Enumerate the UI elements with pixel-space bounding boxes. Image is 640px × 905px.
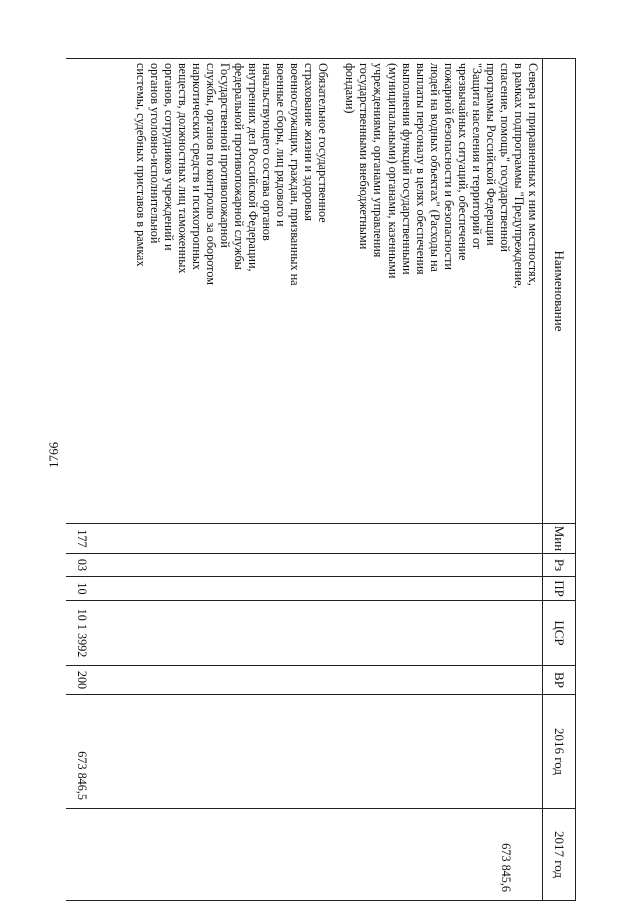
name-line: органов уголовно-исполнительной (147, 63, 162, 244)
name-line: чрезвычайных ситуаций, обеспечение (455, 63, 470, 261)
header-rz: Рз (543, 554, 576, 577)
page-number: 1766 (46, 442, 61, 468)
header-2016: 2016 год (543, 695, 576, 809)
name-line: системы, судебных приставов в рамках (133, 63, 148, 267)
header-vr: ВР (543, 666, 576, 695)
name-line: наркотических средств и психотропных (189, 63, 204, 271)
name-line: людей на водных объектах" (Расходы на (427, 63, 442, 272)
vr-value: 200 (75, 670, 89, 690)
pr-cell (66, 577, 543, 601)
name-line: Севера и приравненных к ним местностях, (526, 63, 540, 286)
name-line: "Защита населения и территорий от (469, 63, 484, 250)
rz-value: 03 (75, 558, 89, 572)
name-line: федеральной противопожарной службы (232, 63, 247, 270)
name-line: страхование жизни и здоровья (302, 63, 317, 222)
min-value: 177 (75, 529, 89, 548)
name-line: фондами) (343, 63, 358, 114)
header-2017: 2017 год (543, 809, 576, 901)
table-row (66, 59, 543, 901)
name-line: программы Российской Федерации (483, 63, 498, 246)
y2017-value: 673 845,6 (499, 843, 513, 892)
name-line: (муниципальными) органами, казенными (385, 63, 400, 279)
name-line: Государственной противопожарной (218, 63, 233, 248)
csr-value: 10 1 3992 (75, 608, 89, 658)
name-line: выплаты персоналу в целях обеспечения (413, 63, 428, 275)
name-line: учреждениями, органами управления (371, 63, 386, 258)
name-line: внутренних дел Российской Федерации, (246, 63, 261, 272)
min-cell (66, 524, 543, 554)
header-pr: ПР (543, 577, 576, 601)
rz-cell (66, 554, 543, 577)
name-line: начальствующего состава органов (260, 63, 275, 241)
name-line: военные сборы, лиц рядового и (274, 63, 289, 227)
name-line: пожарной безопасности и безопасности (441, 63, 456, 270)
name-line: органов, сотрудников учреждений и (161, 63, 176, 251)
vr-cell (66, 666, 543, 695)
table-header-row (543, 59, 576, 901)
budget-table (66, 58, 576, 901)
y2017-cell (66, 809, 543, 901)
row1-name (343, 63, 540, 519)
y2016-value: 673 846,5 (75, 751, 89, 800)
name-line: выполнения функций государственными (399, 63, 414, 275)
csr-cell (66, 601, 543, 666)
name-line: в рамках подпрограммы "Предупреждение, (511, 63, 526, 289)
name-line: государственными внебюджетными (357, 63, 372, 250)
name-line: спасение, помощь" государственной (497, 63, 512, 252)
rotated-page-content (73, 58, 576, 900)
header-min: Мин (543, 524, 576, 554)
header-name: Наименование (543, 59, 576, 524)
name-line: службы, органов по контролю за оборотом (203, 63, 218, 285)
y2016-cell (66, 695, 543, 809)
row2-name (134, 63, 331, 519)
name-line: военнослужащих, граждан, призванных на (288, 63, 303, 286)
name-line: веществ, должностных лиц таможенных (175, 63, 190, 274)
pr-value: 10 (75, 582, 89, 595)
name-line: Обязательное государственное (316, 63, 331, 223)
header-csr: ЦСР (543, 601, 576, 666)
row-name-cell (66, 59, 543, 524)
